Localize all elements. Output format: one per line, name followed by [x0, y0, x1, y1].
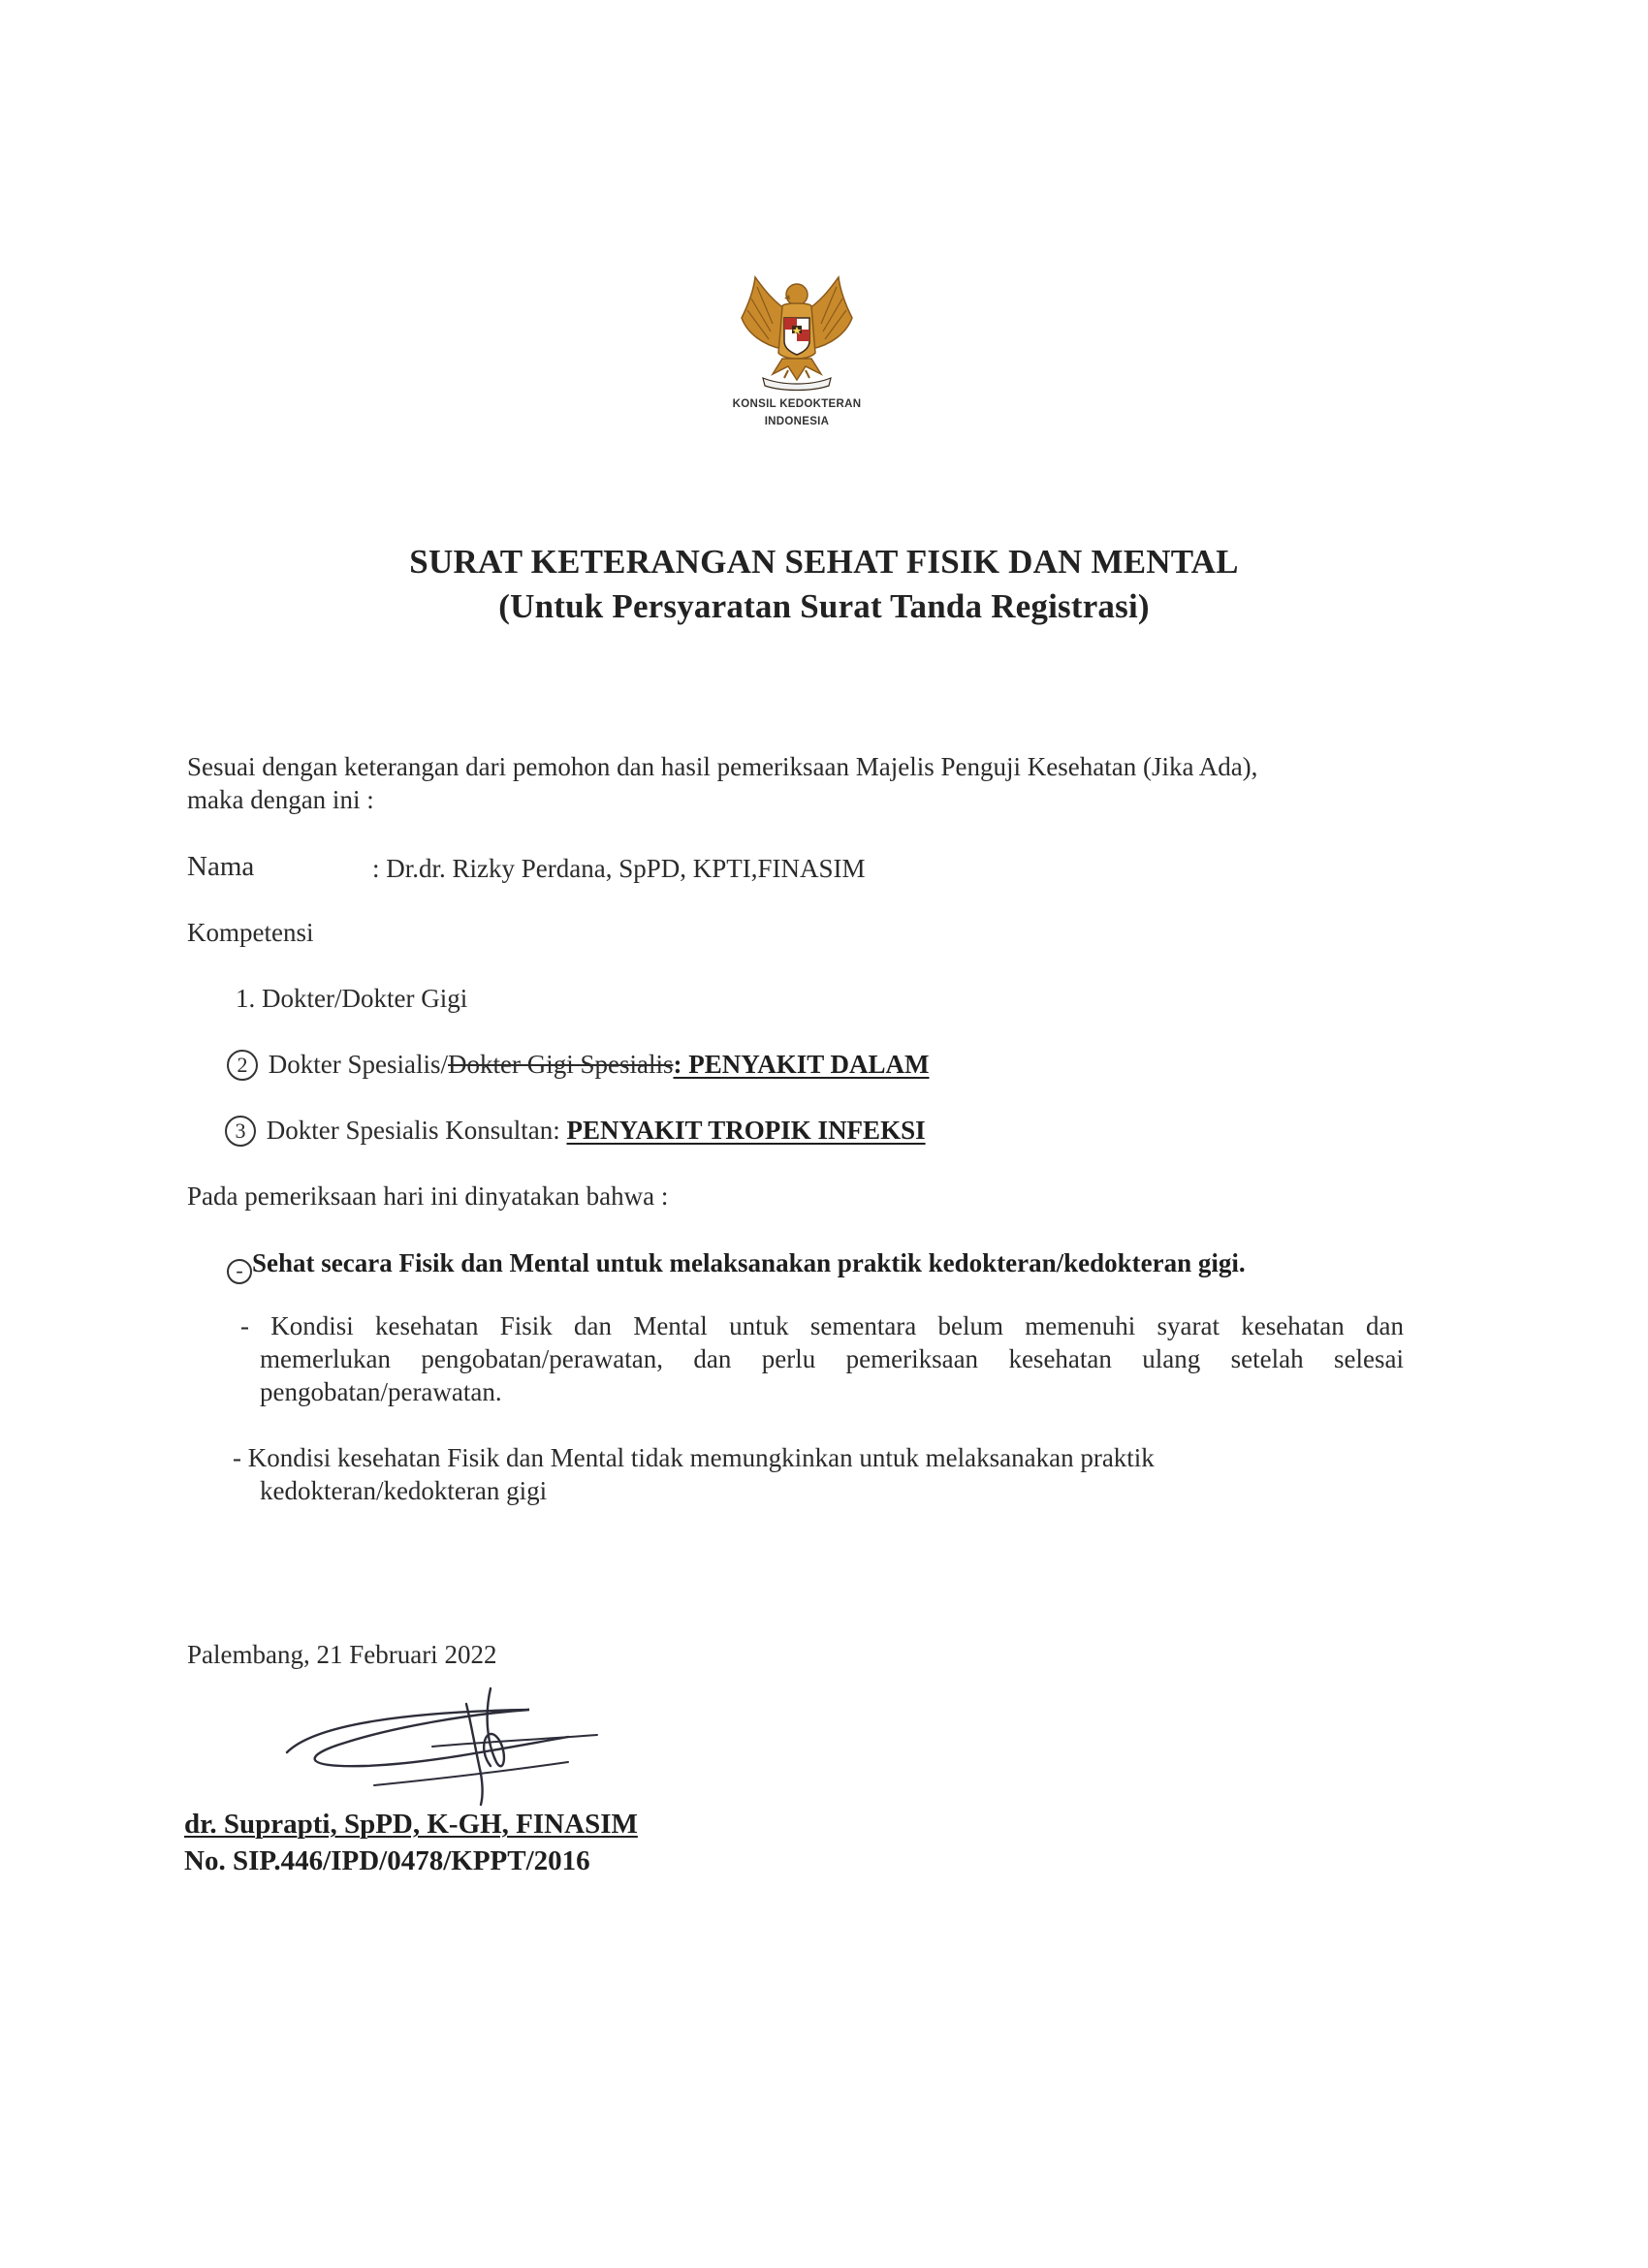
place-date: Palembang, 21 Februari 2022: [187, 1640, 497, 1669]
pemeriksaan-option-2-line1: - Kondisi kesehatan Fisik dan Mental untuk sementara belum memenuhi syarat kesehatan dan: [240, 1311, 1404, 1340]
kompetensi-item-3: [225, 1114, 926, 1148]
pemeriksaan-option-1: [227, 1246, 1246, 1284]
kompetensi-item-2: [227, 1048, 930, 1082]
kompetensi-item-3-text: Dokter Spesialis Konsultan:: [266, 1116, 567, 1145]
kompetensi-item-2-value: : PENYAKIT DALAM: [673, 1050, 930, 1079]
garuda-emblem-icon: [734, 273, 860, 394]
intro-line1: Sesuai dengan keterangan dari pemohon dan hasil pemeriksaan Majelis Penguji Kesehatan (Jika Ada),: [187, 752, 1258, 781]
handwritten-signature: [277, 1685, 607, 1811]
circled-dash-marker: -: [227, 1259, 252, 1284]
pemeriksaan-option-3-line1: - Kondisi kesehatan Fisik dan Mental tidak memungkinkan untuk melaksanakan praktik: [233, 1443, 1155, 1472]
circled-number-2: 2: [227, 1050, 258, 1081]
pemeriksaan-option-3-line2: kedokteran/kedokteran gigi: [260, 1476, 548, 1505]
pemeriksaan-option-1-text: Sehat secara Fisik dan Mental untuk melaksanakan praktik kedokteran/kedokteran gigi.: [252, 1248, 1246, 1277]
document-title: SURAT KETERANGAN SEHAT FISIK DAN MENTAL: [409, 543, 1239, 581]
intro-line2: maka dengan ini :: [187, 785, 374, 814]
document-subtitle: (Untuk Persyaratan Surat Tanda Registrasi): [498, 587, 1150, 625]
pemeriksaan-option-2-line2: memerlukan pengobatan/perawatan, dan perlu pemeriksaan kesehatan ulang setelah selesai: [260, 1344, 1404, 1373]
nama-label: Nama: [187, 851, 255, 882]
kompetensi-item-2-text: Dokter Spesialis/: [268, 1050, 448, 1079]
garuda-emblem-logo: [729, 273, 865, 428]
signer-sip-number: No. SIP.446/IPD/0478/KPPT/2016: [184, 1845, 590, 1876]
kompetensi-label: Kompetensi: [187, 918, 314, 947]
signer-name: dr. Suprapti, SpPD, K-GH, FINASIM: [184, 1809, 638, 1840]
kompetensi-item-2-struck: Dokter Gigi Spesialis: [447, 1050, 674, 1079]
kompetensi-item-3-value: PENYAKIT TROPIK INFEKSI: [566, 1116, 926, 1145]
kompetensi-item-1: 1. Dokter/Dokter Gigi: [236, 984, 468, 1013]
pemeriksaan-label: Pada pemeriksaan hari ini dinyatakan bahwa :: [187, 1181, 669, 1211]
logo-caption-line1: KONSIL KEDOKTERAN: [732, 398, 862, 410]
nama-value: : Dr.dr. Rizky Perdana, SpPD, KPTI,FINASIM: [372, 854, 866, 883]
logo-caption-line2: INDONESIA: [764, 416, 830, 427]
circled-number-3: 3: [225, 1116, 256, 1147]
pemeriksaan-option-2-line3: pengobatan/perawatan.: [260, 1377, 502, 1406]
